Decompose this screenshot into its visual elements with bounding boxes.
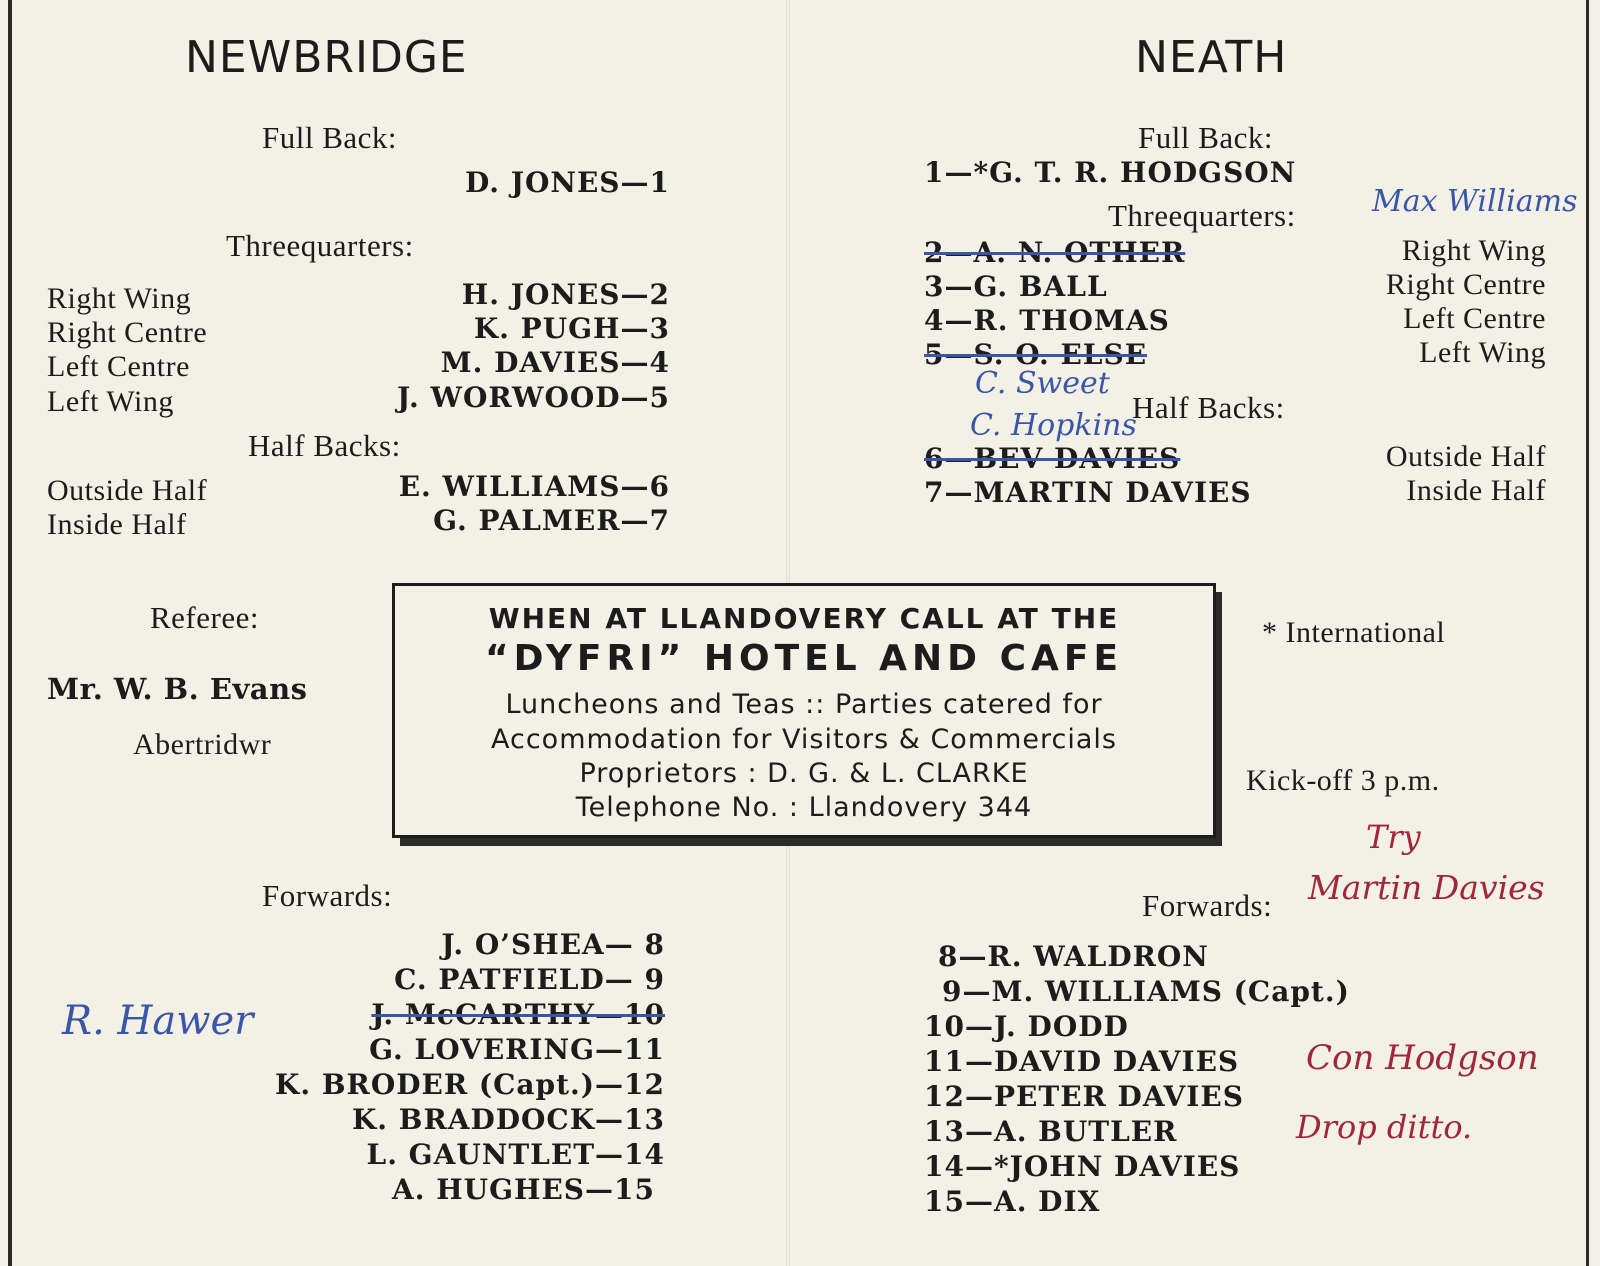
team-name-neath: NEATH [1135,32,1288,83]
neath-player-struck: 6—BEV DAVIES [924,442,1181,475]
neath-position: Right Centre [1385,268,1546,301]
neath-forwards-header: Forwards: [1142,888,1273,923]
newbridge-forward: C. PATFIELD— 9 [394,963,665,996]
referee-name: Mr. W. B. Evans [47,672,308,706]
neath-position: Left Wing [1419,336,1546,369]
neath-forward: 15—A. DIX [924,1185,1101,1218]
newbridge-forward: L. GAUNTLET—14 [366,1138,665,1171]
handwritten-wing-replacement: C. Sweet [975,366,1110,401]
neath-player-crossed-out [924,236,1185,269]
newbridge-player: M. DAVIES—4 [440,346,670,379]
referee-header: Referee: [150,600,259,635]
handwritten-try-scorer: Martin Davies [1308,868,1545,907]
newbridge-player: E. WILLIAMS—6 [398,470,670,503]
neath-player-struck: 5—S. O. ELSE [924,338,1148,371]
referee-town: Abertridwr [133,728,272,761]
newbridge-forwards-header: Forwards: [262,878,393,913]
newbridge-forward: K. BRODER (Capt.)—12 [275,1068,665,1101]
neath-forward: 10—J. DODD [924,1010,1129,1043]
hotel-advert [392,583,1216,838]
advert-line: Proprietors : D. G. & L. CLARKE [579,758,1029,789]
advert-line: Telephone No. : Llandovery 344 [575,792,1033,823]
newbridge-forward: K. BRADDOCK—13 [351,1103,665,1136]
handwritten-drop-note: Drop ditto. [1296,1108,1473,1146]
newbridge-forward: G. LOVERING—11 [369,1033,665,1066]
neath-full-back: 1—*G. T. R. HODGSON [924,156,1297,189]
newbridge-player: G. PALMER—7 [433,504,670,537]
neath-forward: 9—M. WILLIAMS (Capt.) [942,975,1350,1008]
newbridge-position: Left Wing [47,385,174,418]
international-note: * International [1262,616,1446,649]
neath-player-crossed-out [924,442,1180,475]
neath-position: Outside Half [1385,440,1546,473]
neath-forward: 8—R. WALDRON [938,940,1209,973]
neath-full-back-header: Full Back: [1138,120,1274,155]
team-name-newbridge: NEWBRIDGE [185,32,468,83]
advert-line: WHEN AT LLANDOVERY CALL AT THE [488,602,1120,635]
newbridge-forward-crossed-out [371,998,665,1031]
newbridge-player: J. WORWOOD—5 [396,381,670,414]
handwritten-conversion-note: Con Hodgson [1306,1038,1539,1078]
newbridge-half-backs-header: Half Backs: [248,428,401,463]
neath-forward: 13—A. BUTLER [924,1115,1178,1148]
advert-line: Luncheons and Teas :: Parties catered for [505,689,1103,720]
newbridge-forward-struck: J. McCARTHY—10 [371,998,665,1031]
handwritten-try-note: Try [1366,818,1421,856]
newbridge-position: Inside Half [47,508,187,541]
neath-forward: 14—*JOHN DAVIES [924,1150,1241,1183]
neath-forward: 12—PETER DAVIES [924,1080,1244,1113]
advert-hotel-name: “DYFRI” HOTEL AND CAFE [484,638,1124,679]
newbridge-threequarters-header: Threequarters: [226,228,414,263]
handwritten-threequarters-note: Max Williams [1372,184,1578,219]
neath-player: 7—MARTIN DAVIES [924,476,1252,509]
kickoff-time: Kick-off 3 p.m. [1246,764,1440,797]
advert-line: Accommodation for Visitors & Commercials [490,724,1117,755]
handwritten-replacement-newbridge: R. Hawer [62,998,254,1044]
left-page-edge [8,0,12,1266]
newbridge-position: Right Centre [47,316,208,349]
newbridge-player: H. JONES—2 [461,278,670,311]
right-page-edge [1586,0,1589,1266]
newbridge-position: Right Wing [47,282,192,315]
newbridge-player: K. PUGH—3 [473,312,670,345]
newbridge-position: Outside Half [47,474,208,507]
neath-player: 4—R. THOMAS [924,304,1170,337]
neath-forward: 11—DAVID DAVIES [924,1045,1240,1078]
newbridge-full-back: D. JONES—1 [464,166,670,199]
handwritten-half-replacement: C. Hopkins [970,408,1137,443]
newbridge-forward: A. HUGHES—15 [392,1173,655,1206]
neath-half-backs-header: Half Backs: [1132,390,1285,425]
neath-player-struck: 2—A. N. OTHER [924,236,1186,269]
neath-threequarters-header: Threequarters: [1108,198,1296,233]
neath-position: Right Wing [1401,234,1546,267]
newbridge-position: Left Centre [47,350,190,383]
newbridge-forward: J. O’SHEA— 8 [441,928,665,961]
neath-player: 3—G. BALL [924,270,1108,303]
neath-position: Left Centre [1403,302,1546,335]
newbridge-full-back-header: Full Back: [262,120,398,155]
neath-position: Inside Half [1406,474,1546,507]
